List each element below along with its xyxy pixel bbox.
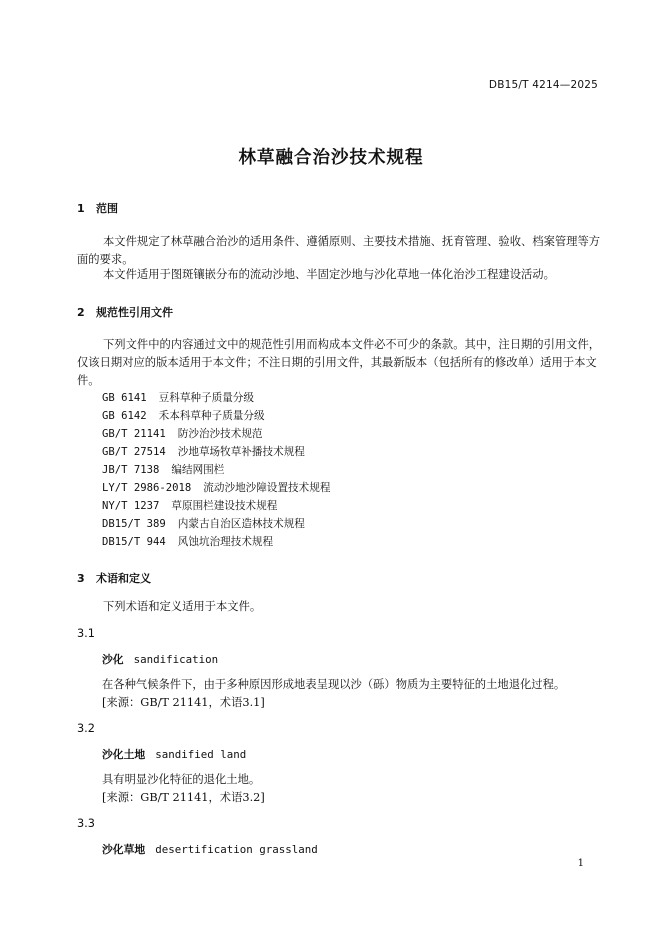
section-number: 2 xyxy=(77,306,85,319)
term-en: desertification grassland xyxy=(155,843,318,856)
term-definition: 在各种气候条件下，由于多种原因形成地表呈现以沙（砾）物质为主要特征的土地退化过程。 xyxy=(102,678,566,691)
document-code: DB15/T 4214—2025 xyxy=(488,79,598,91)
term-number: 3.1 xyxy=(77,627,95,640)
reference-item: GB/T 21141 防沙治沙技术规范 xyxy=(102,428,263,440)
reference-item: GB 6141 豆科草种子质量分级 xyxy=(102,392,254,404)
document-title: 林草融合治沙技术规程 xyxy=(238,148,424,168)
section-title: 规范性引用文件 xyxy=(96,306,173,319)
reference-item: JB/T 7138 编结网围栏 xyxy=(102,464,225,476)
term-source: [来源：GB/T 21141，术语3.1] xyxy=(102,696,265,709)
term-en: sandified land xyxy=(155,748,247,761)
reference-item: GB/T 27514 沙地草场牧草补播技术规程 xyxy=(102,446,305,458)
term-definition: 具有明显沙化特征的退化土地。 xyxy=(102,773,261,786)
term-entry xyxy=(102,747,246,762)
section-title: 术语和定义 xyxy=(96,572,151,585)
term-cn: 沙化 xyxy=(102,653,124,666)
term-entry xyxy=(102,652,218,667)
term-number: 3.3 xyxy=(77,817,95,830)
reference-item: DB15/T 389 内蒙古自治区造林技术规程 xyxy=(102,518,305,530)
section-heading-terms xyxy=(77,570,151,586)
reference-item: NY/T 1237 草原围栏建设技术规程 xyxy=(102,500,278,512)
reference-item: DB15/T 944 风蚀坑治理技术规程 xyxy=(102,536,274,548)
scope-paragraph-1: 本文件规定了林草融合治沙的适用条件、遵循原则、主要技术措施、抚育管理、验收、档案管理等方面的要求。 xyxy=(77,235,601,266)
term-entry xyxy=(102,842,318,857)
reference-item: LY/T 2986-2018 流动沙地沙障设置技术规程 xyxy=(102,482,331,494)
term-cn: 沙化草地 xyxy=(102,843,146,856)
reference-item: GB 6142 禾本科草种子质量分级 xyxy=(102,410,265,422)
scope-paragraph-2: 本文件适用于图斑镶嵌分布的流动沙地、半固定沙地与沙化草地一体化治沙工程建设活动。 xyxy=(103,268,555,281)
term-source: [来源：GB/T 21141，术语3.2] xyxy=(102,791,265,804)
section-heading-scope xyxy=(77,200,118,216)
terms-intro: 下列术语和定义适用于本文件。 xyxy=(103,600,262,613)
normative-intro: 下列文件中的内容通过文中的规范性引用而构成本文件必不可少的条款。其中，注日期的引用文件，仅该日期对应的版本适用于本文件；不注日期的引用文件，其最新版本（包括所有的修改单）适用于本文件。 xyxy=(77,338,601,387)
term-cn: 沙化土地 xyxy=(102,748,146,761)
section-number: 3 xyxy=(77,572,85,585)
page-number: 1 xyxy=(577,858,584,869)
section-heading-normative xyxy=(77,304,173,320)
section-number: 1 xyxy=(77,202,85,215)
term-en: sandification xyxy=(133,653,219,666)
term-number: 3.2 xyxy=(77,722,95,735)
section-title: 范围 xyxy=(96,202,118,215)
